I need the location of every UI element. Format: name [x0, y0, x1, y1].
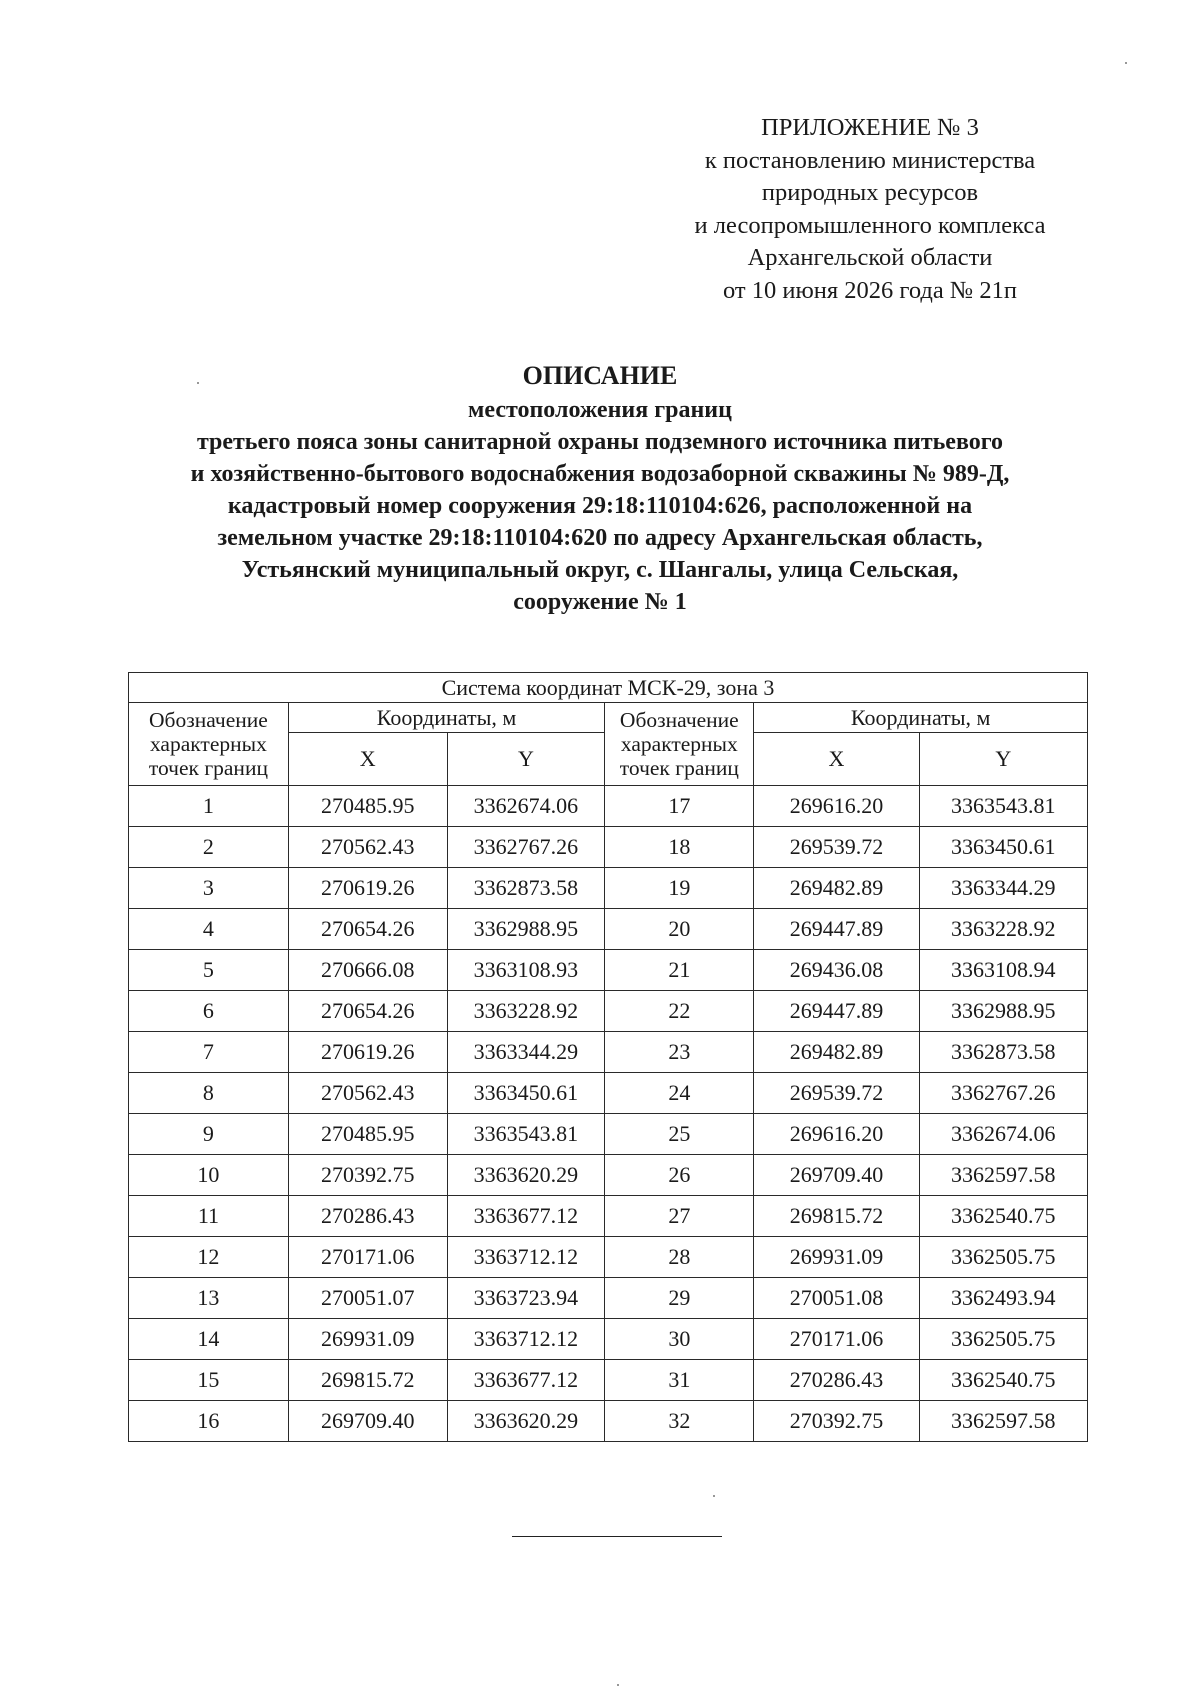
y-value-left: 3363723.94	[447, 1278, 605, 1319]
point-number-left: 15	[129, 1360, 289, 1401]
y-value-right: 3363543.81	[919, 786, 1087, 827]
y-value-left: 3363543.81	[447, 1114, 605, 1155]
point-number-right: 31	[605, 1360, 754, 1401]
point-number-left: 14	[129, 1319, 289, 1360]
x-value-left: 270619.26	[288, 1032, 447, 1073]
heading-line: Устьянский муниципальный округ, с. Шангалы, улица Сельская,	[241, 557, 959, 583]
y-value-right: 3362540.75	[919, 1360, 1087, 1401]
table-row	[129, 1401, 1088, 1442]
x-value-left: 270654.26	[288, 991, 447, 1032]
point-number-left: 6	[129, 991, 289, 1032]
point-number-left: 5	[129, 950, 289, 991]
point-number-left: 1	[129, 786, 289, 827]
point-number-left: 12	[129, 1237, 289, 1278]
y-value-left: 3362674.06	[447, 786, 605, 827]
y-value-left: 3362873.58	[447, 868, 605, 909]
point-number-left: 3	[129, 868, 289, 909]
x-value-right: 269616.20	[754, 786, 919, 827]
table-row	[129, 786, 1088, 827]
scan-speck	[713, 1495, 715, 1497]
x-value-left: 269815.72	[288, 1360, 447, 1401]
point-designation-header-right: Обозначение характерных точек границ	[605, 703, 754, 786]
y-value-left: 3363108.93	[447, 950, 605, 991]
x-value-left: 270562.43	[288, 827, 447, 868]
point-number-right: 23	[605, 1032, 754, 1073]
appendix-line: природных ресурсов	[761, 179, 979, 206]
heading-line: третьего пояса зоны санитарной охраны подземного источника питьевого	[196, 429, 1004, 455]
y-value-right: 3363108.94	[919, 950, 1087, 991]
x-value-right: 269482.89	[754, 1032, 919, 1073]
x-value-left: 270619.26	[288, 868, 447, 909]
y-value-right: 3362505.75	[919, 1237, 1087, 1278]
point-number-right: 18	[605, 827, 754, 868]
x-value-right: 269436.08	[754, 950, 919, 991]
point-number-right: 29	[605, 1278, 754, 1319]
point-number-left: 7	[129, 1032, 289, 1073]
y-value-left: 3363620.29	[447, 1155, 605, 1196]
scan-speck	[197, 382, 199, 384]
x-value-right: 270171.06	[754, 1319, 919, 1360]
x-value-left: 270666.08	[288, 950, 447, 991]
y-value-right: 3363450.61	[919, 827, 1087, 868]
table-row	[129, 991, 1088, 1032]
appendix-block	[650, 112, 1090, 307]
x-value-left: 269709.40	[288, 1401, 447, 1442]
table-row	[129, 868, 1088, 909]
heading-line: сооружение № 1	[513, 589, 687, 615]
point-number-right: 27	[605, 1196, 754, 1237]
table-row	[129, 827, 1088, 868]
y-header-right: Y	[919, 733, 1087, 786]
point-number-right: 30	[605, 1319, 754, 1360]
table-row	[129, 1237, 1088, 1278]
y-value-left: 3362988.95	[447, 909, 605, 950]
table-row	[129, 1114, 1088, 1155]
y-value-right: 3362767.26	[919, 1073, 1087, 1114]
table-row	[129, 909, 1088, 950]
point-number-right: 21	[605, 950, 754, 991]
document-title: ОПИСАНИЕ	[522, 361, 678, 390]
x-value-left: 270051.07	[288, 1278, 447, 1319]
y-value-right: 3362540.75	[919, 1196, 1087, 1237]
appendix-line: к постановлению министерства	[704, 146, 1036, 174]
y-value-left: 3363620.29	[447, 1401, 605, 1442]
x-value-right: 270051.08	[754, 1278, 919, 1319]
coordinates-table-body	[129, 786, 1088, 1442]
heading-line: кадастровый номер сооружения 29:18:110104:626, расположенной на	[227, 493, 973, 519]
point-number-right: 25	[605, 1114, 754, 1155]
table-row	[129, 1155, 1088, 1196]
x-header-right: X	[754, 733, 919, 786]
y-value-right: 3362493.94	[919, 1278, 1087, 1319]
heading-line: местоположения границ	[468, 397, 732, 423]
point-number-right: 26	[605, 1155, 754, 1196]
y-value-left: 3363450.61	[447, 1073, 605, 1114]
y-value-right: 3363228.92	[919, 909, 1087, 950]
y-value-right: 3362988.95	[919, 991, 1087, 1032]
point-number-right: 17	[605, 786, 754, 827]
table-row	[129, 950, 1088, 991]
y-value-right: 3363344.29	[919, 868, 1087, 909]
coordinate-system-title: Система координат МСК-29, зона 3	[129, 673, 1088, 703]
table-row	[129, 1073, 1088, 1114]
y-value-right: 3362597.58	[919, 1401, 1087, 1442]
point-number-left: 4	[129, 909, 289, 950]
table-row	[129, 1360, 1088, 1401]
x-value-right: 270392.75	[754, 1401, 919, 1442]
x-value-right: 269447.89	[754, 991, 919, 1032]
appendix-line: Архангельской области	[747, 244, 993, 271]
y-value-left: 3363712.12	[447, 1319, 605, 1360]
appendix-line: ПРИЛОЖЕНИЕ № 3	[761, 114, 979, 141]
y-value-left: 3363228.92	[447, 991, 605, 1032]
point-number-left: 8	[129, 1073, 289, 1114]
y-value-right: 3362505.75	[919, 1319, 1087, 1360]
y-value-left: 3362767.26	[447, 827, 605, 868]
closing-rule	[512, 1536, 722, 1537]
appendix-line: и лесопромышленного комплекса	[694, 211, 1046, 239]
point-number-left: 10	[129, 1155, 289, 1196]
table-row	[129, 1032, 1088, 1073]
x-value-left: 270171.06	[288, 1237, 447, 1278]
y-value-right: 3362873.58	[919, 1032, 1087, 1073]
x-value-left: 270562.43	[288, 1073, 447, 1114]
x-value-right: 269539.72	[754, 1073, 919, 1114]
x-value-right: 269616.20	[754, 1114, 919, 1155]
point-number-left: 16	[129, 1401, 289, 1442]
point-designation-header-left: Обозначение характерных точек границ	[129, 703, 289, 786]
x-value-right: 269709.40	[754, 1155, 919, 1196]
x-value-left: 270654.26	[288, 909, 447, 950]
x-value-right: 270286.43	[754, 1360, 919, 1401]
point-number-right: 24	[605, 1073, 754, 1114]
x-value-right: 269539.72	[754, 827, 919, 868]
x-header-left: X	[288, 733, 447, 786]
x-value-right: 269482.89	[754, 868, 919, 909]
scan-speck	[1125, 62, 1127, 64]
point-number-right: 32	[605, 1401, 754, 1442]
point-number-right: 22	[605, 991, 754, 1032]
point-number-left: 9	[129, 1114, 289, 1155]
scan-speck	[617, 1684, 619, 1686]
coordinates-header-left: Координаты, м	[288, 703, 604, 733]
heading-line: земельном участке 29:18:110104:620 по адресу Архангельская область,	[217, 525, 983, 551]
x-value-left: 270485.95	[288, 1114, 447, 1155]
y-value-right: 3362597.58	[919, 1155, 1087, 1196]
y-value-left: 3363677.12	[447, 1360, 605, 1401]
x-value-left: 270286.43	[288, 1196, 447, 1237]
heading-line: и хозяйственно-бытового водоснабжения водозаборной скважины № 989-Д,	[190, 461, 1010, 487]
y-value-left: 3363712.12	[447, 1237, 605, 1278]
point-number-right: 20	[605, 909, 754, 950]
point-number-left: 13	[129, 1278, 289, 1319]
point-number-right: 19	[605, 868, 754, 909]
point-number-right: 28	[605, 1237, 754, 1278]
y-value-left: 3363344.29	[447, 1032, 605, 1073]
x-value-right: 269815.72	[754, 1196, 919, 1237]
x-value-left: 270485.95	[288, 786, 447, 827]
document-heading	[80, 358, 1120, 618]
table-row	[129, 1196, 1088, 1237]
coordinates-table	[128, 672, 1088, 1442]
x-value-left: 270392.75	[288, 1155, 447, 1196]
coordinates-header-right: Координаты, м	[754, 703, 1088, 733]
table-row	[129, 1319, 1088, 1360]
x-value-left: 269931.09	[288, 1319, 447, 1360]
y-value-right: 3362674.06	[919, 1114, 1087, 1155]
appendix-line: от 10 июня 2026 года № 21п	[723, 276, 1017, 304]
x-value-right: 269931.09	[754, 1237, 919, 1278]
x-value-right: 269447.89	[754, 909, 919, 950]
point-number-left: 11	[129, 1196, 289, 1237]
table-row	[129, 1278, 1088, 1319]
point-number-left: 2	[129, 827, 289, 868]
y-value-left: 3363677.12	[447, 1196, 605, 1237]
y-header-left: Y	[447, 733, 605, 786]
